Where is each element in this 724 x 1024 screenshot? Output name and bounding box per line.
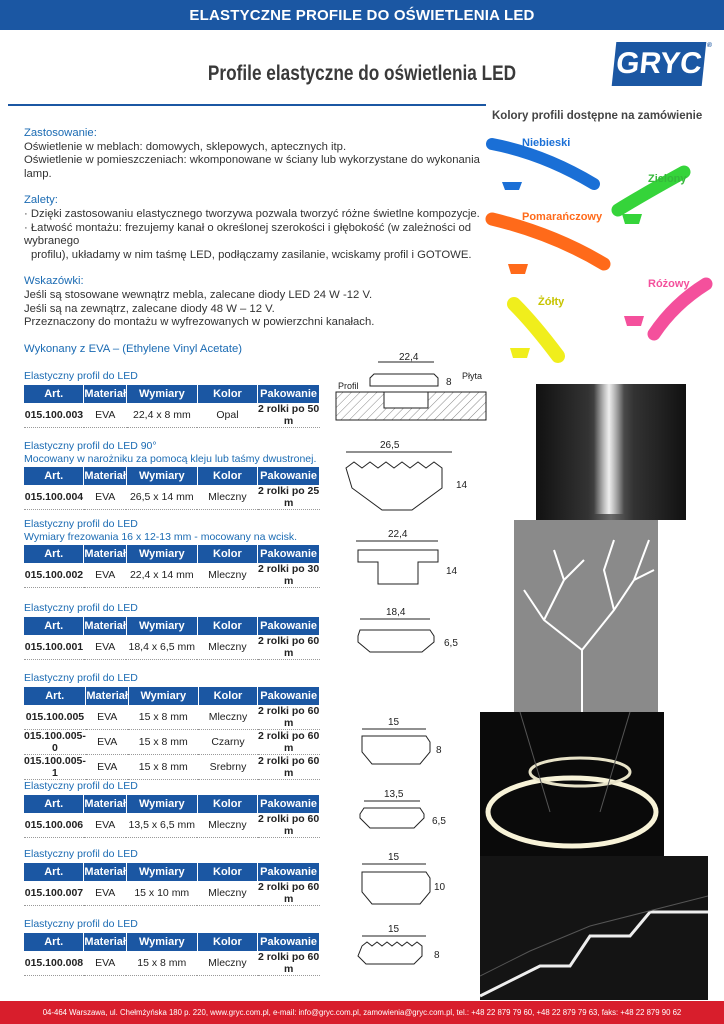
table-header-cell: Materiał — [84, 617, 127, 635]
product-caption-detail: Wymiary frezowania 16 x 12-13 mm - mocowany na wcisk. — [24, 530, 297, 543]
table-header-cell: Wymiary — [127, 385, 198, 403]
channel-shape — [384, 392, 428, 408]
product-block — [24, 672, 320, 780]
table-cell: EVA — [86, 754, 129, 779]
table-row — [24, 881, 320, 906]
color-label-yellow: Żółty — [538, 296, 565, 308]
table-cell: Mleczny — [197, 951, 258, 976]
dim-width-label: 15 — [388, 852, 400, 863]
profile-shape — [358, 942, 422, 964]
table-cell: 2 rolki po 30 m — [257, 563, 320, 587]
footer-contact: 04-464 Warszawa, ul. Chełmżyńska 180 p. 220, www.gryc.com.pl, e-mail: info@gryc.com.pl, zamowienia@gryc.com.pl, tel.: +48 22 879 79 60, +48 22 879 79 63, faks: +48 22 879 90 62 — [0, 1001, 724, 1024]
table-cell: 2 rolki po 60 m — [257, 950, 320, 975]
table-header-cell: Materiał — [84, 467, 127, 485]
logo-registered-mark: ® — [706, 42, 713, 49]
table-header-cell: Pakowanie — [258, 863, 320, 881]
table-cell: EVA — [84, 951, 127, 976]
table-cell: 2 rolki po 25 m — [257, 485, 320, 509]
table-header-row — [24, 687, 320, 705]
table-cell: 2 rolki po 60 m — [257, 880, 320, 905]
table-header-cell: Wymiary — [126, 467, 197, 485]
table-header-row — [24, 863, 320, 881]
table-cell: 015.100.006 — [24, 813, 84, 838]
table-header-cell: Pakowanie — [258, 687, 320, 705]
table-cell: EVA — [86, 705, 129, 730]
product-table — [24, 617, 320, 660]
table-cell: 2 rolki po 60 m — [257, 634, 320, 659]
product-caption: Elastyczny profil do LED — [24, 848, 138, 860]
table-header-cell: Art. — [24, 863, 84, 881]
zastosowanie-line: Oświetlenie w pomieszczeniach: wkomponowane w ściany lub wykorzystane do wykonania lamp. — [24, 154, 480, 180]
drawing-3 — [352, 528, 462, 600]
table-header-cell: Art. — [24, 545, 84, 563]
table-header-cell: Pakowanie — [258, 385, 320, 403]
table-row — [24, 705, 320, 730]
table-header-cell: Wymiary — [126, 795, 197, 813]
profil-label: Profil — [338, 381, 359, 391]
table-header-cell: Art. — [24, 617, 84, 635]
table-header-cell: Pakowanie — [258, 617, 320, 635]
table-header-cell: Kolor — [197, 385, 257, 403]
product-caption: Elastyczny profil do LED — [24, 518, 138, 530]
table-cell: 15 x 8 mm — [128, 705, 198, 730]
table-row — [24, 951, 320, 976]
drawing-1 — [334, 350, 490, 430]
table-cell: 15 x 10 mm — [126, 881, 197, 906]
table-cell: 015.100.008 — [24, 951, 84, 976]
dim-width-label: 13,5 — [384, 789, 404, 800]
table-header-cell: Materiał — [84, 795, 127, 813]
product-table — [24, 545, 320, 588]
blue-profile — [492, 144, 594, 184]
table-row — [24, 754, 320, 779]
table-cell: 015.100.001 — [24, 635, 84, 660]
product-table — [24, 795, 320, 838]
table-cell: 015.100.002 — [24, 563, 84, 588]
dim-height-label: 8 — [446, 377, 452, 388]
table-row — [24, 403, 320, 428]
table-row — [24, 563, 320, 588]
blue-profile-section — [502, 182, 522, 190]
table-cell: EVA — [84, 881, 127, 906]
table-header-row — [24, 385, 320, 403]
table-cell: Opal — [197, 403, 257, 428]
table-cell: 015.100.004 — [24, 485, 84, 510]
table-cell: 015.100.005-1 — [24, 754, 86, 779]
green-profile-section — [622, 214, 642, 224]
dim-height-label: 6,5 — [432, 816, 446, 827]
table-header-cell: Wymiary — [126, 617, 197, 635]
header-bar: ELASTYCZNE PROFILE DO OŚWIETLENIA LED — [0, 0, 724, 30]
profile-shape — [362, 872, 430, 904]
dim-width-label: 26,5 — [380, 440, 400, 451]
drawing-7 — [356, 848, 460, 908]
table-header-cell: Pakowanie — [258, 467, 320, 485]
table-header-cell: Art. — [24, 687, 86, 705]
wskazowki-line: Jeśli są stosowane wewnątrz mebla, zalecane diody LED 24 W -12 V. — [24, 288, 373, 301]
material-note: Wykonany z EVA – (Ethylene Vinyl Acetate) — [24, 342, 242, 355]
table-cell: 015.100.005-0 — [24, 729, 86, 754]
drawing-8 — [356, 920, 460, 970]
profile-shape — [362, 736, 430, 764]
orange-profile — [492, 219, 604, 264]
dim-height-label: 8 — [434, 950, 440, 961]
dim-width-label: 18,4 — [386, 607, 406, 618]
table-header-cell: Materiał — [84, 385, 127, 403]
table-cell: 015.100.003 — [24, 403, 84, 428]
table-cell: 15 x 8 mm — [126, 951, 197, 976]
table-header-cell: Kolor — [197, 467, 258, 485]
product-caption: Elastyczny profil do LED — [24, 370, 138, 382]
profile-shape — [370, 374, 438, 386]
table-header-cell: Wymiary — [126, 863, 197, 881]
plyta-label: Płyta — [462, 371, 483, 381]
product-caption: Elastyczny profil do LED — [24, 602, 138, 614]
table-cell: Mleczny — [197, 635, 258, 660]
product-table — [24, 385, 320, 428]
table-header-cell: Kolor — [197, 863, 258, 881]
table-cell: Czarny — [198, 729, 258, 754]
zastosowanie-line: Oświetlenie w meblach: domowych, sklepowych, aptecznych itp. — [24, 140, 347, 153]
color-label-green: Zielony — [648, 173, 687, 185]
profile-shape — [358, 550, 438, 584]
product-block — [24, 602, 320, 660]
product-block — [24, 440, 320, 510]
table-cell: 26,5 x 14 mm — [126, 485, 197, 510]
drawing-6 — [356, 786, 460, 834]
dim-width-label: 15 — [388, 924, 400, 935]
brand-logo — [612, 42, 713, 86]
zalety-line: profilu), układamy w nim taśmę LED, podłączamy zasilanie, wciskamy profil i GOTOWE. — [31, 248, 472, 261]
table-header-cell: Pakowanie — [258, 795, 320, 813]
table-cell: 2 rolki po 60 m — [258, 704, 320, 729]
divider — [8, 104, 486, 106]
table-row — [24, 635, 320, 660]
table-cell: EVA — [84, 635, 127, 660]
color-profiles-illustration — [484, 124, 724, 369]
table-header-cell: Kolor — [198, 687, 258, 705]
dim-height-label: 14 — [456, 480, 468, 491]
table-header-cell: Materiał — [86, 687, 129, 705]
table-header-row — [24, 545, 320, 563]
table-header-cell: Art. — [24, 467, 84, 485]
table-row — [24, 813, 320, 838]
product-table — [24, 933, 320, 976]
table-cell: 22,4 x 8 mm — [127, 403, 198, 428]
drawing-4 — [352, 606, 462, 668]
yellow-profile-section — [510, 348, 530, 358]
dim-height-label: 10 — [434, 882, 446, 893]
table-header-cell: Kolor — [197, 617, 258, 635]
table-header-cell: Wymiary — [126, 933, 197, 951]
table-header-row — [24, 467, 320, 485]
table-cell: EVA — [86, 729, 129, 754]
table-cell: EVA — [84, 403, 127, 428]
table-cell: Mleczny — [197, 813, 258, 838]
zalety-line: · Dzięki zastosowaniu elastycznego tworzywa pozwala tworzyć różne świetlne kompozycje. — [24, 207, 480, 220]
table-cell: Mleczny — [197, 881, 258, 906]
product-table — [24, 863, 320, 906]
product-caption: Elastyczny profil do LED — [24, 918, 138, 930]
colors-panel-title: Kolory profili dostępne na zamówienie — [492, 110, 703, 122]
zalety-heading: Zalety: — [24, 194, 58, 207]
profile-shape — [346, 462, 442, 510]
product-caption: Elastyczny profil do LED — [24, 672, 138, 684]
table-cell: 13,5 x 6,5 mm — [126, 813, 197, 838]
profile-shape — [360, 808, 424, 828]
description-block — [24, 127, 484, 356]
table-header-cell: Wymiary — [126, 545, 197, 563]
product-block — [24, 848, 320, 906]
dim-width-label: 22,4 — [399, 352, 419, 363]
table-cell: EVA — [84, 563, 127, 588]
photo-stairs-led — [480, 856, 708, 1000]
table-cell: 2 rolki po 60 m — [258, 754, 320, 779]
table-cell: 22,4 x 14 mm — [126, 563, 197, 588]
wskazowki-heading: Wskazówki: — [24, 275, 84, 288]
table-cell: Srebrny — [198, 754, 258, 779]
table-header-cell: Kolor — [197, 795, 258, 813]
dim-height-label: 6,5 — [444, 638, 458, 649]
zastosowanie-heading: Zastosowanie: — [24, 127, 97, 139]
color-label-blue: Niebieski — [522, 137, 571, 149]
table-cell: 015.100.005 — [24, 705, 86, 730]
product-table — [24, 467, 320, 510]
drawing-2 — [336, 438, 476, 520]
table-header-cell: Art. — [24, 933, 84, 951]
table-header-cell: Kolor — [197, 545, 258, 563]
table-header-cell: Art. — [24, 795, 84, 813]
table-cell: Mleczny — [197, 563, 258, 588]
table-cell: 15 x 8 mm — [128, 754, 198, 779]
product-block — [24, 918, 320, 976]
table-header-row — [24, 617, 320, 635]
product-caption: Elastyczny profil do LED 90° — [24, 440, 157, 452]
dim-height-label: 8 — [436, 745, 442, 756]
orange-profile-section — [508, 264, 528, 274]
drawing-5 — [356, 712, 460, 770]
profile-shape — [358, 630, 434, 652]
table-cell: EVA — [84, 813, 127, 838]
color-label-pink: Różowy — [648, 278, 690, 290]
dim-width-label: 15 — [388, 717, 400, 728]
table-row — [24, 729, 320, 754]
table-header-cell: Art. — [24, 385, 84, 403]
wskazowki-line: Jeśli są na zewnątrz, zalecane diody 48 W – 12 V. — [24, 302, 275, 315]
table-header-row — [24, 795, 320, 813]
table-header-cell: Kolor — [197, 933, 258, 951]
page-title: Profile elastyczne do oświetlenia LED — [207, 62, 517, 85]
dim-height-label: 14 — [446, 566, 458, 577]
product-caption: Elastyczny profil do LED — [24, 780, 138, 792]
table-cell: Mleczny — [198, 705, 258, 730]
table-header-cell: Materiał — [84, 933, 127, 951]
product-table — [24, 687, 320, 780]
table-cell: 2 rolki po 60 m — [257, 812, 320, 837]
logo-text: GRYC — [614, 47, 704, 80]
photo-tree-led — [514, 520, 658, 712]
product-block — [24, 370, 320, 428]
table-header-row — [24, 933, 320, 951]
photo-ring-lamp — [480, 712, 664, 856]
product-block — [24, 780, 320, 838]
table-cell: 18,4 x 6,5 mm — [126, 635, 197, 660]
table-cell: 15 x 8 mm — [128, 729, 198, 754]
table-row — [24, 485, 320, 510]
table-header-cell: Pakowanie — [258, 933, 320, 951]
zalety-line: · Łatwość montażu: frezujemy kanał o określonej szerokości i głębokość (w zależności od wybranego — [24, 221, 472, 248]
led-light-strip — [594, 384, 624, 514]
product-caption-detail: Mocowany w narożniku za pomocą kleju lub taśmy dwustronej. — [24, 452, 317, 465]
color-label-orange: Pomarańczowy — [522, 211, 603, 223]
table-header-cell: Wymiary — [128, 687, 198, 705]
wskazowki-line: Przeznaczony do montażu w wyfrezowanych w powierzchni kanałach. — [24, 316, 375, 329]
table-cell: 015.100.007 — [24, 881, 84, 906]
pink-profile — [654, 284, 706, 334]
table-cell: 2 rolki po 50 m — [257, 402, 320, 427]
pink-profile-section — [624, 316, 644, 326]
dim-width-label: 22,4 — [388, 529, 408, 540]
photo-furniture-led — [536, 384, 686, 520]
table-cell: Mleczny — [197, 485, 258, 510]
table-header-cell: Materiał — [84, 545, 127, 563]
product-block — [24, 518, 320, 588]
table-header-cell: Materiał — [84, 863, 127, 881]
table-header-cell: Pakowanie — [258, 545, 320, 563]
table-cell: EVA — [84, 485, 127, 510]
table-cell: 2 rolki po 60 m — [258, 729, 320, 754]
